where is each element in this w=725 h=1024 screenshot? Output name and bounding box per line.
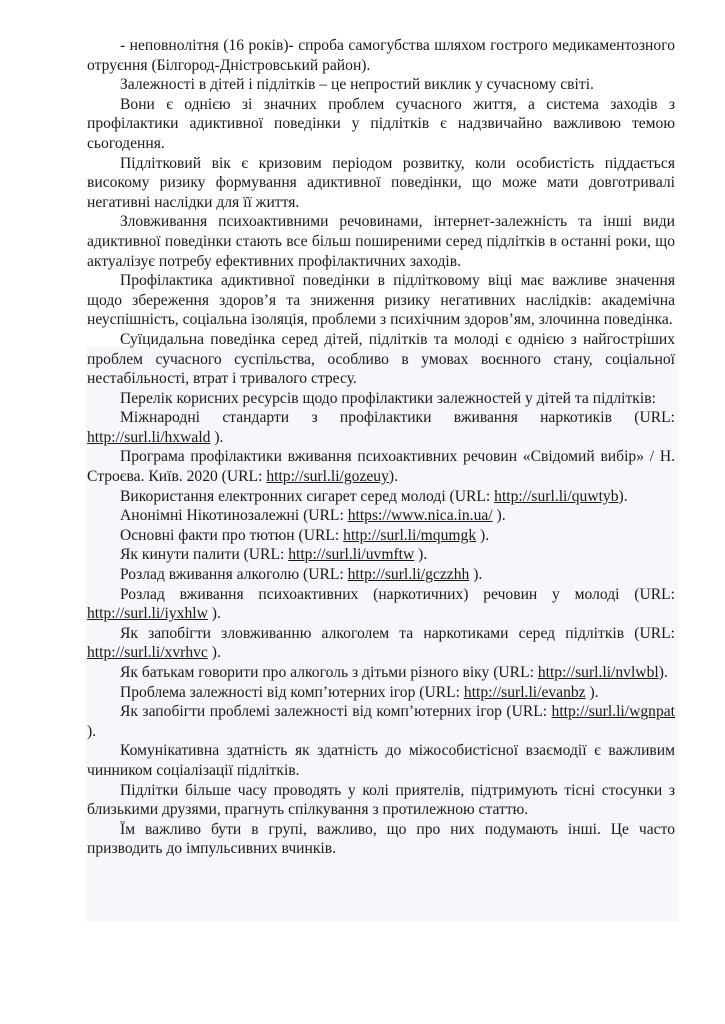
paragraph-resources-heading: Перелік корисних ресурсів щодо профілактики залежностей у дітей та підлітків:: [120, 389, 656, 407]
resource-link[interactable]: http://surl.li/xvrhvc: [87, 644, 208, 662]
resource-item: Використання електронних сигарет серед молоді (URL: http://surl.li/quwtyb).: [120, 487, 628, 505]
resource-item: Міжнародні стандарти з профілактики вживання наркотиків (URL: http://surl.li/hxwald ).: [87, 409, 675, 446]
resource-item: Основні факти про тютюн (URL: http://surl.li/mqumgk ).: [120, 526, 490, 544]
resource-item: Розлад вживання психоактивних (наркотичних) речовин у молоді (URL: http://surl.li/iyxhlw ).: [87, 585, 675, 623]
resource-link[interactable]: http://surl.li/wgnpat: [551, 703, 675, 721]
resource-item: Розлад вживання алкоголю (URL: http://surl.li/gczzhh ).: [120, 566, 483, 584]
paragraph-adolescence: Підлітковий вік є кризовим періодом розвитку, коли особистість піддається високому ризику формування адиктивної поведінки, що може мати довготривалі негативні наслідки для її життя.: [87, 154, 675, 211]
resource-link[interactable]: http://surl.li/uvmftw: [288, 546, 415, 564]
resource-link[interactable]: http://surl.li/gozeuy: [266, 468, 389, 486]
resource-item: Як запобігти проблемі залежності від комп’ютерних ігор (URL: http://surl.li/wgnpat ).: [87, 703, 675, 740]
paragraph-problem: Вони є однією зі значних проблем сучасного життя, а система заходів з профілактики адиктивної поведінки у підлітків є надзвичайно важливою темою сьогодення.: [87, 95, 675, 152]
resource-item: Як кинути палити (URL: http://surl.li/uvmftw ).: [120, 546, 428, 564]
paragraph-communication: Комунікативна здатність як здатність до міжособистісної взаємодії є важливим чинником соціалізації підлітків.: [87, 742, 675, 779]
resource-item: Як батькам говорити про алкоголь з дітьми різного віку (URL: http://surl.li/nvlwbl).: [120, 664, 668, 681]
resource-link[interactable]: http://surl.li/iyxhlw: [87, 605, 208, 623]
resource-item: Програма профілактики вживання психоактивних речовин «Свідомий вибір» / Н. Строєва. Київ. 2020 (URL: http://surl.li/gozeuy).: [87, 448, 675, 486]
paragraph-case-note: - неповнолітня (16 років)- спроба самогубства шляхом гострого медикаментозного отруєння (Білгород-Дністровський район).: [87, 37, 675, 74]
paragraph-suicidal-behavior: Суїцидальна поведінка серед дітей, підлітків та молоді є однією з найгостріших проблем сучасного суспільства, особливо в умовах воєнного стану, соціальної нестабільності, втрат і тривалого стресу.: [87, 330, 675, 388]
paragraph-group-importance: Їм важливо бути в групі, важливо, що про них подумають інші. Це часто призводить до імпульсивних вчинків.: [87, 820, 675, 858]
paragraph-peers: Підлітки більше часу проводять у колі приятелів, підтримують тісні стосунки з близькими друзями, прагнуть спілкування з протилежною статтю.: [87, 781, 675, 819]
resource-item: Проблема залежності від комп’ютерних ігор (URL: http://surl.li/evanbz ).: [120, 683, 599, 701]
resource-link[interactable]: http://surl.li/hxwald: [87, 428, 211, 446]
resource-item: Анонімні Нікотинозалежні (URL: https://www.nica.in.ua/ ).: [120, 507, 506, 525]
resource-item: Як запобігти зловживанню алкоголем та наркотиками серед підлітків (URL: http://surl.li/xvrhvc ).: [87, 624, 675, 662]
resource-link[interactable]: http://surl.li/gczzhh: [347, 566, 470, 584]
resource-link[interactable]: https://www.nica.in.ua/: [347, 507, 493, 525]
resource-link[interactable]: http://surl.li/nvlwbl: [537, 664, 659, 681]
resource-link[interactable]: http://surl.li/mqumgk: [343, 526, 477, 544]
document-body: [87, 36, 675, 859]
paragraph-intro: Залежності в дітей і підлітків – це непростий виклик у сучасному світі.: [120, 76, 594, 94]
paragraph-substance-abuse: Зловживання психоактивними речовинами, інтернет-залежність та інші види адиктивної поведінки стають все більш поширеними серед підлітків в останні роки, що актуалізує потребу ефективних профілактичних заходів.: [87, 213, 675, 270]
resource-link[interactable]: http://surl.li/quwtyb: [494, 487, 619, 505]
resource-link[interactable]: http://surl.li/evanbz: [463, 683, 586, 701]
paragraph-prevention: Профілактика адиктивної поведінки в підлітковому віці має важливе значення щодо збереження здоров’я та зниження ризику негативних наслідків: академічна неуспішність, соціальна ізоляція, проблеми з психічним здоров’ям, злочинна поведінка.: [87, 272, 675, 329]
